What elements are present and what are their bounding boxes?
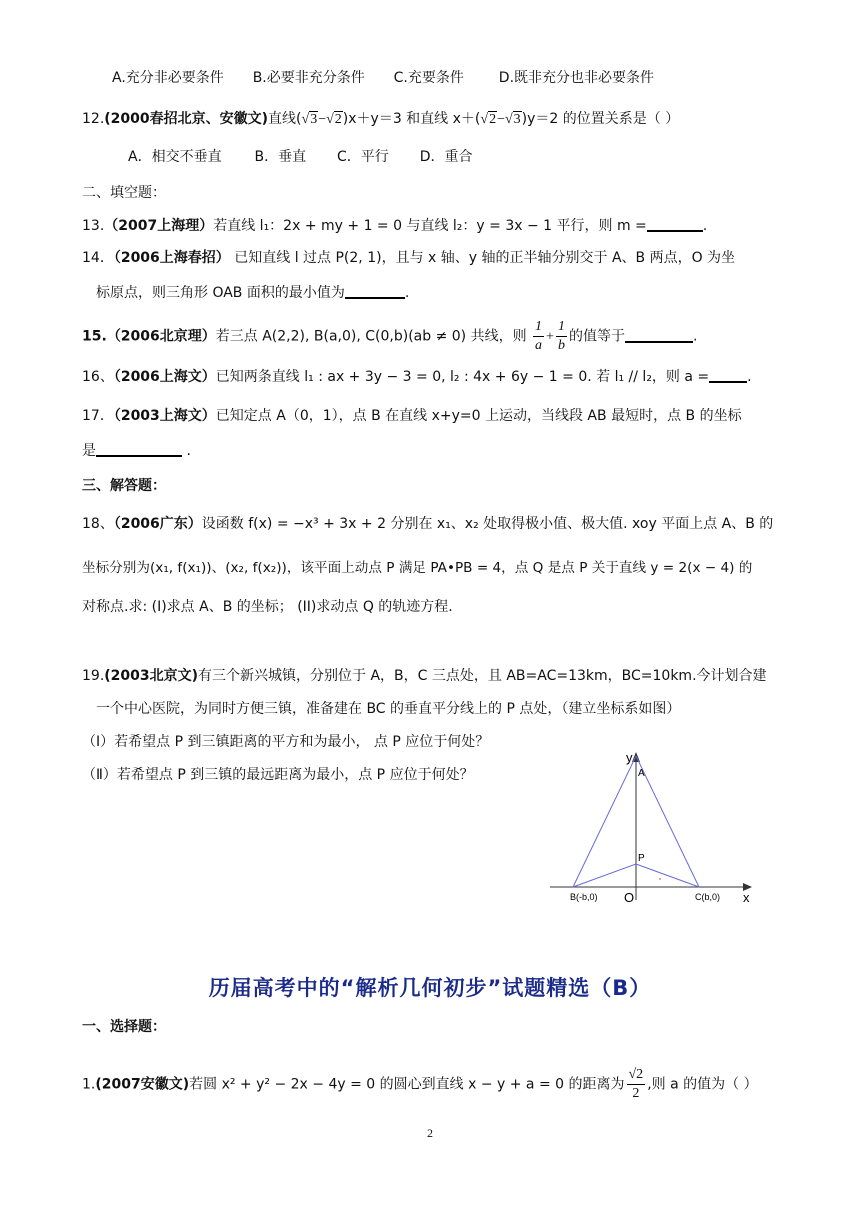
q17-number: 17． bbox=[82, 408, 114, 424]
q14-text-2: 标原点，则三角形 OAB 面积的最小值为 bbox=[96, 285, 345, 301]
q19-text-2: 一个中心医院，为同时方便三镇，准备建在 BC 的垂直平分线上的 P 点处，（建立坐标系如图） bbox=[96, 701, 681, 717]
question-14 bbox=[82, 247, 735, 269]
q12-option-b: B．垂直 bbox=[254, 149, 307, 165]
small-dot bbox=[659, 878, 661, 880]
q15-after: 的值等于 bbox=[568, 328, 625, 345]
q19-text-1: 有三个新兴城镇，分别位于 A，B，C 三点处，且 AB=AC=13km，BC=10km.今计划合建 bbox=[198, 668, 767, 684]
question-18-line3 bbox=[82, 596, 453, 618]
q12-option-c: C．平行 bbox=[337, 149, 389, 165]
q15-number: 15. bbox=[82, 328, 107, 345]
q13-number: 13. bbox=[82, 218, 105, 234]
q12-number: 12. bbox=[82, 111, 105, 127]
question-13 bbox=[82, 215, 707, 237]
b-q1-number: 1. bbox=[82, 1076, 96, 1093]
solve-heading: 三、解答题： bbox=[82, 478, 166, 494]
q15-plus: + bbox=[546, 329, 554, 345]
q16-text: 已知两条直线 l₁ : ax + 3y − 3 = 0, l₂ : 4x + 6y − 1 = 0. 若 l₁ // l₂，则 a = bbox=[215, 369, 710, 385]
q13-source: （2007上海理） bbox=[104, 218, 214, 234]
question-19 bbox=[82, 665, 767, 687]
question-19-part2 bbox=[82, 764, 474, 786]
x-label: x bbox=[743, 890, 750, 905]
q12-minus2: − bbox=[497, 112, 505, 127]
q19-source: (2003北京文) bbox=[104, 668, 199, 684]
c-label: C(b,0) bbox=[695, 892, 721, 902]
p-label: P bbox=[638, 853, 645, 864]
q11-option-a: A.充分非必要条件 bbox=[112, 70, 224, 86]
question-14-cont bbox=[96, 282, 409, 304]
q13-answer-blank[interactable] bbox=[647, 216, 703, 232]
q14-period: . bbox=[404, 285, 410, 301]
q11-options bbox=[112, 67, 654, 89]
q15-period: . bbox=[692, 328, 698, 345]
b-q1-source: (2007安徽文) bbox=[95, 1076, 190, 1093]
page-number: 2 bbox=[427, 1126, 433, 1140]
q19-part-1: （Ⅰ）若希望点 P 到三镇距离的平方和为最小， 点 P 应位于何处？ bbox=[82, 734, 490, 750]
q15-fraction-1a bbox=[533, 318, 544, 355]
q12-sqrt3: 3 bbox=[310, 112, 318, 127]
b-label: B(-b,0) bbox=[570, 892, 598, 902]
q12-text-3: )y＝2 的位置关系是（ ） bbox=[521, 111, 680, 127]
question-15 bbox=[82, 318, 697, 355]
q18-text-3: 对称点.求: (I)求点 A、B 的坐标； (II)求动点 Q 的轨迹方程. bbox=[82, 599, 453, 615]
q15-answer-blank[interactable] bbox=[625, 327, 693, 343]
q15-source: （2006北京理） bbox=[106, 328, 216, 345]
b-q1-frac-num: √2 bbox=[627, 1066, 646, 1085]
section-b-title: 历届高考中的“解析几何初步”试题精选（B） bbox=[208, 976, 652, 1000]
q12-source: (2000春招北京、安徽文) bbox=[104, 111, 269, 127]
q17-answer-blank[interactable] bbox=[96, 441, 182, 457]
q11-option-c: C.充要条件 bbox=[393, 70, 464, 86]
q12-text-2: )x＋y＝3 和直线 x＋( bbox=[342, 111, 481, 127]
fill-in-heading: 二、填空题： bbox=[82, 185, 166, 201]
question-16 bbox=[82, 366, 752, 388]
q15-f1-den: a bbox=[535, 338, 543, 353]
q19-part-2: （Ⅱ）若希望点 P 到三镇的最远距离为最小，点 P 应位于何处？ bbox=[82, 767, 474, 783]
a-label: A bbox=[638, 768, 645, 779]
q12-sqrt2b: 2 bbox=[489, 112, 497, 127]
b-question-1 bbox=[82, 1066, 758, 1103]
q12-text-1: 直线( bbox=[268, 111, 302, 127]
q11-option-b: B.必要非充分条件 bbox=[252, 70, 365, 86]
origin-label: O bbox=[624, 890, 635, 905]
q16-answer-blank[interactable] bbox=[709, 367, 747, 383]
b-q1-after: ,则 a 的值为（ ） bbox=[647, 1076, 758, 1093]
q17-text-2: 是 bbox=[82, 443, 96, 459]
q15-f1-num: 1 bbox=[533, 318, 544, 337]
q15-f2-den: b bbox=[557, 338, 565, 353]
q17-text-1: 已知定点 A（0，1），点 B 在直线 x+y=0 上运动，当线段 AB 最短时，点 B 的坐标 bbox=[215, 408, 742, 424]
y-label: y bbox=[626, 750, 633, 765]
q14-answer-blank[interactable] bbox=[345, 283, 405, 299]
q15-f2-num: 1 bbox=[556, 318, 567, 337]
b-q1-text: 若圆 x² + y² − 2x − 4y = 0 的圆心到直线 x − y + a = 0 的距离为 bbox=[189, 1076, 625, 1093]
question-19-part1 bbox=[82, 731, 489, 753]
question-18 bbox=[82, 513, 773, 535]
q13-text: 若直线 l₁：2x + my + 1 = 0 与直线 l₂：y = 3x − 1 平行，则 m = bbox=[213, 218, 647, 234]
q15-fraction-1b bbox=[556, 318, 567, 355]
question-12: 12.(2000春招北京、安徽文)直线(√3−√2)x＋y＝3 和直线 x＋(√2−√3)y＝2 的位置关系是（ ） bbox=[82, 111, 680, 127]
q18-source: （2006广东） bbox=[113, 516, 202, 532]
q13-period: . bbox=[702, 218, 708, 234]
q16-source: （2006上海文） bbox=[113, 369, 216, 385]
choice-heading: 一、选择题： bbox=[82, 1019, 166, 1035]
question-18-line2 bbox=[82, 557, 752, 579]
q18-text-2: 坐标分别为(x₁, f(x₁))、(x₂, f(x₂))，该平面上动点 P 满足 PA•PB = 4，点 Q 是点 P 关于直线 y = 2(x − 4) 的 bbox=[82, 560, 753, 576]
q18-number: 18、 bbox=[82, 516, 114, 532]
q17-period: . bbox=[186, 443, 191, 459]
q16-number: 16、 bbox=[82, 369, 114, 385]
q12-option-d: D．重合 bbox=[419, 149, 473, 165]
b-q1-fraction bbox=[627, 1066, 646, 1103]
q18-text-1: 设函数 f(x) = −x³ + 3x + 2 分别在 x₁、x₂ 处取得极小值、极大值. xoy 平面上点 A、B 的 bbox=[201, 516, 774, 532]
q16-period: . bbox=[747, 369, 752, 385]
q14-text-1: 已知直线 l 过点 P(2, 1)，且与 x 轴、y 轴的正半轴分别交于 A、B 两点，O 为坐 bbox=[234, 250, 736, 266]
q12-option-a: A．相交不垂直 bbox=[128, 149, 222, 165]
q11-option-d: D.既非充分也非必要条件 bbox=[498, 70, 655, 86]
q14-source: （2006上海春招） bbox=[113, 250, 230, 266]
q12-sqrt3b: 3 bbox=[513, 112, 521, 127]
question-17-cont bbox=[82, 440, 191, 462]
q12-minus: − bbox=[318, 112, 327, 127]
q14-number: 14． bbox=[82, 250, 114, 266]
q17-source: （2003上海文） bbox=[113, 408, 216, 424]
coordinate-figure bbox=[540, 740, 770, 915]
q15-text: 若三点 A(2,2), B(a,0), C(0,b)(ab ≠ 0) 共线，则 bbox=[215, 328, 527, 345]
b-q1-frac-den: 2 bbox=[632, 1086, 640, 1101]
question-17 bbox=[82, 405, 742, 427]
q19-number: 19. bbox=[82, 668, 105, 684]
question-19-line2 bbox=[96, 698, 680, 720]
q12-options bbox=[128, 146, 472, 168]
q12-sqrt2: 2 bbox=[334, 112, 342, 127]
